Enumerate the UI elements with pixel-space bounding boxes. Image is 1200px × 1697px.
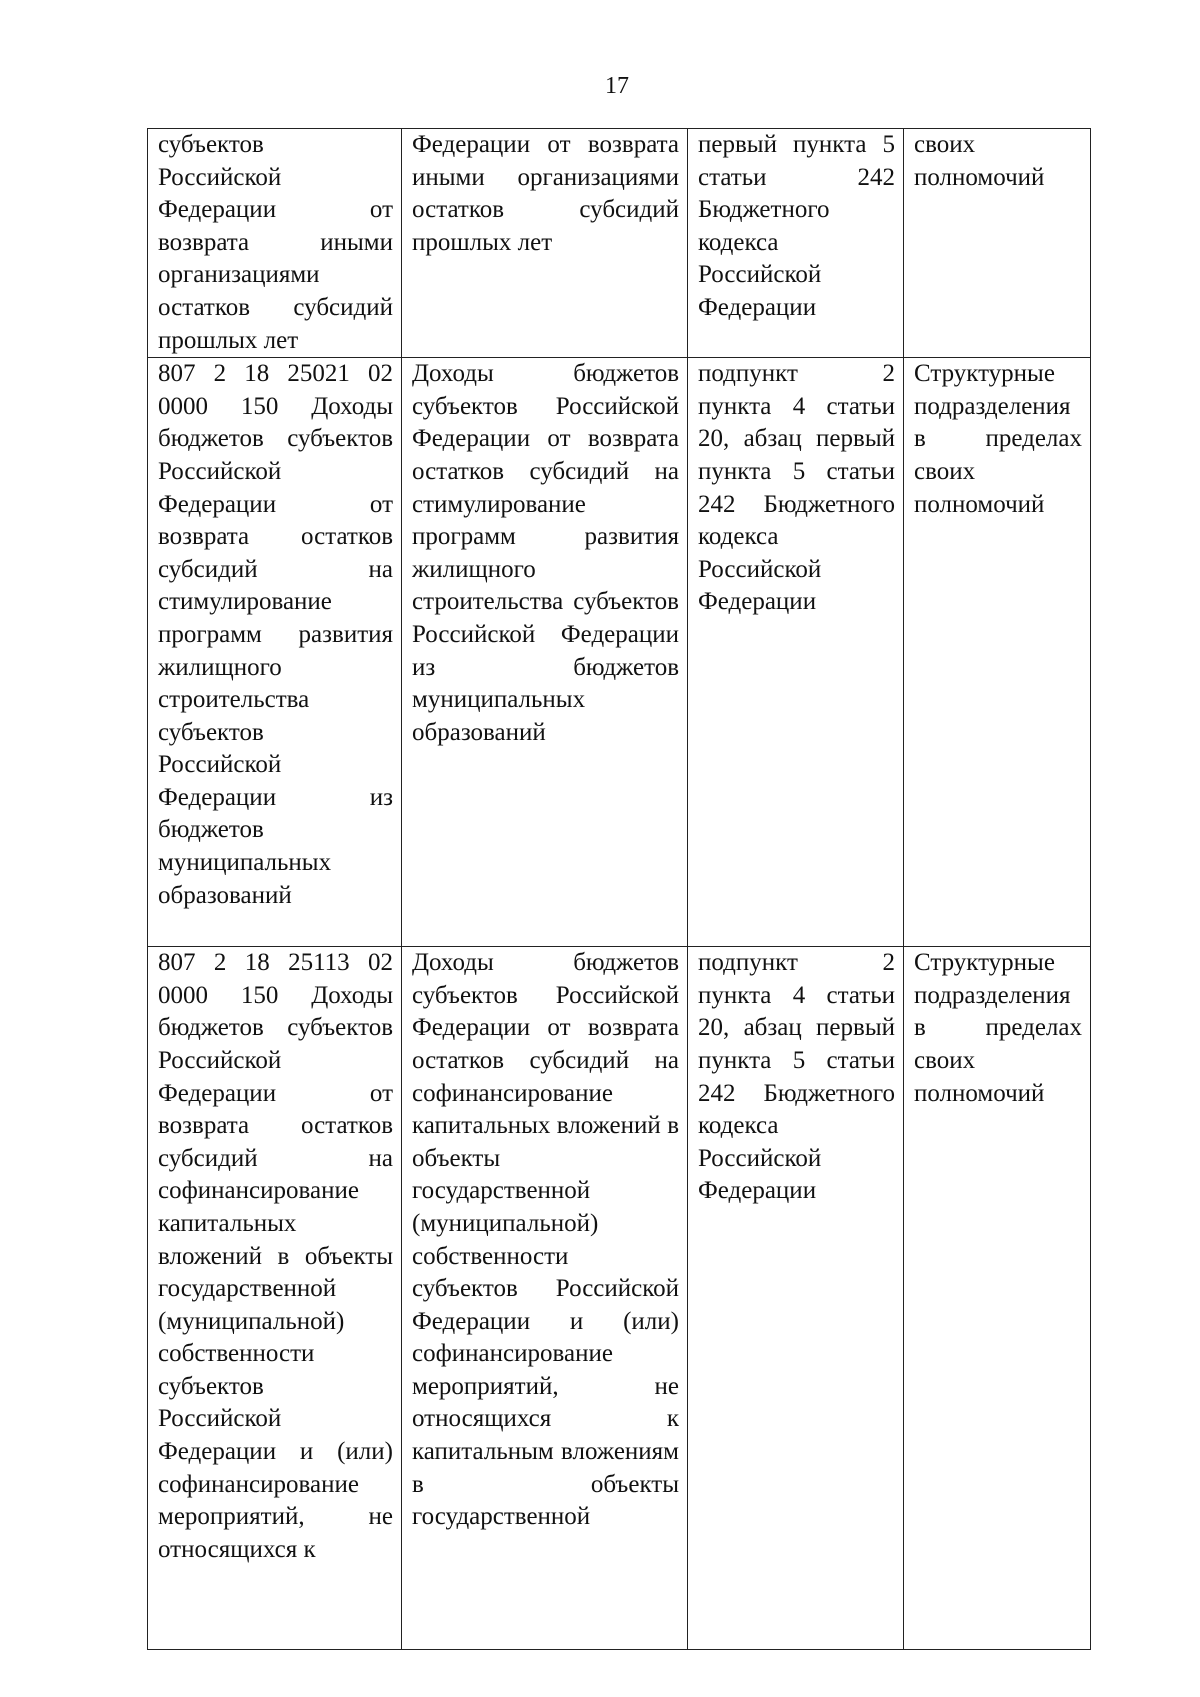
page-number: 17 [605,73,629,99]
table-row [148,129,1091,358]
table-cell-income-description: Федерации от возврата иными организациями остатков субсидий прошлых лет [402,129,688,358]
table-cell-responsible-unit: Структурные подразделения в пределах своих полномочий [904,358,1091,947]
table-cell-income-description: Доходы бюджетов субъектов Российской Федерации от возврата остатков субсидий на софинансирование капитальных вложений в объекты государственной (муниципальной) собственности субъектов Российской Федерации и (или) софинансирование мероприятий, не относящихся к капитальным вложениям в объекты государственной [402,947,688,1650]
table-cell-responsible-unit: Структурные подразделения в пределах своих полномочий [904,947,1091,1650]
document-table [147,128,1091,1650]
table-cell-legal-basis: первый пункта 5 статьи 242 Бюджетного кодекса Российской Федерации [688,129,904,358]
table-cell-legal-basis: подпункт 2 пункта 4 статьи 20, абзац первый пункта 5 статьи 242 Бюджетного кодекса Российской Федерации [688,358,904,947]
table-cell-code-description: 807 2 18 25021 02 0000 150 Доходы бюджетов субъектов Российской Федерации от возврата остатков субсидий на стимулирование программ развития жилищного строительства субъектов Российской Федерации из бюджетов муниципальных образований [148,358,402,947]
table-cell-income-description: Доходы бюджетов субъектов Российской Федерации от возврата остатков субсидий на стимулирование программ развития жилищного строительства субъектов Российской Федерации из бюджетов муниципальных образований [402,358,688,947]
table-row [148,947,1091,1650]
table-cell-legal-basis: подпункт 2 пункта 4 статьи 20, абзац первый пункта 5 статьи 242 Бюджетного кодекса Российской Федерации [688,947,904,1650]
table-cell-responsible-unit: своих полномочий [904,129,1091,358]
table-cell-code-description: 807 2 18 25113 02 0000 150 Доходы бюджетов субъектов Российской Федерации от возврата остатков субсидий на софинансирование капитальных вложений в объекты государственной (муниципальной) собственности субъектов Российской Федерации и (или) софинансирование мероприятий, не относящихся к [148,947,402,1650]
table-row [148,358,1091,947]
table-cell-code-description: субъектов Российской Федерации от возврата иными организациями остатков субсидий прошлых лет [148,129,402,358]
